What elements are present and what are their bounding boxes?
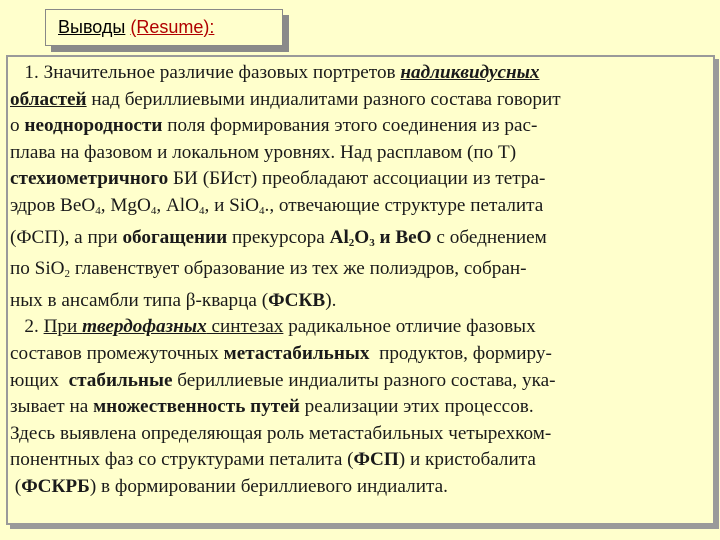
text-segment: 3: [369, 236, 375, 249]
text-segment: ФСКРБ: [21, 475, 90, 497]
text-segment: главенствует образование из тех же полиэдров, собран-: [70, 258, 527, 280]
text-segment: продуктов, формиру-: [369, 342, 552, 364]
text-segment: о: [10, 115, 25, 137]
text-segment: надликвидусных: [400, 62, 540, 83]
text-segment: Al: [329, 226, 349, 248]
text-line: [10, 314, 710, 341]
text-segment: зывает на: [10, 396, 94, 418]
slide-title: [45, 9, 283, 46]
text-segment: ) в формировании бериллиевого индиалита.: [89, 475, 448, 497]
text-segment: О: [245, 194, 260, 216]
text-line: [10, 140, 710, 167]
text-line: [10, 193, 710, 225]
text-line: [10, 225, 710, 257]
text-segment: бериллиевые индиалиты разного состава, ука-: [172, 369, 556, 391]
text-segment: О: [81, 194, 96, 216]
text-segment: и BeO: [374, 226, 432, 248]
title-subtitle: (Resume):: [130, 17, 215, 37]
text-segment: прекурсора: [227, 226, 330, 248]
text-segment: понентных фаз со структурами петалита (: [10, 449, 354, 471]
text-segment: 2: [348, 236, 355, 249]
text-segment: с обеднением: [431, 226, 547, 248]
text-segment: радикальное отличие фазовых: [283, 316, 536, 338]
text-segment: ФСП: [353, 449, 399, 471]
text-segment: О: [136, 194, 151, 216]
text-line: [10, 113, 710, 140]
text-segment: эдров Be: [10, 194, 82, 216]
text-segment: твердофазных: [82, 316, 207, 338]
text-segment: обогащении: [122, 226, 228, 248]
text-segment: реализации этих процессов.: [299, 396, 534, 418]
text-segment: ., отвечающие структуре петалита: [264, 194, 544, 216]
text-segment: О: [185, 194, 199, 216]
text-segment: ФСКВ: [268, 289, 326, 311]
text-line: [10, 288, 710, 315]
text-segment: 4: [95, 204, 101, 217]
text-segment: 1. Значительное различие фазовых портретов: [10, 62, 401, 83]
text-line: [10, 256, 710, 288]
text-segment: ющих: [10, 369, 69, 391]
text-segment: синтезах: [206, 316, 284, 338]
text-segment: (: [10, 475, 22, 497]
text-segment: 4: [198, 204, 205, 217]
title-main: Выводы: [58, 17, 126, 37]
text-segment: (ФСП), а при: [10, 226, 123, 248]
text-segment: неоднородности: [24, 115, 163, 137]
text-line: [10, 341, 710, 368]
text-segment: составов промежуточных: [10, 342, 224, 364]
text-line: [10, 166, 710, 193]
text-line: [10, 368, 710, 395]
text-segment: ных в ансамбли типа β-кварца (: [10, 289, 269, 311]
text-segment: метастабильных: [223, 342, 370, 364]
text-segment: БИ (БИст) преобладают ассоциации из тетра-: [168, 168, 546, 190]
conclusions-text: [10, 60, 710, 501]
text-line: [10, 60, 710, 87]
text-segment: Здесь выявлена определяющая роль метастабильных четырехком-: [10, 422, 552, 444]
text-segment: областей: [10, 88, 87, 110]
text-segment: поля формирования этого соединения из рас-: [162, 115, 538, 137]
text-segment: стабильные: [68, 369, 173, 391]
text-segment: по SiO: [10, 258, 65, 280]
text-line: [10, 421, 710, 448]
text-line: [10, 474, 710, 501]
text-segment: , и Si: [204, 194, 246, 216]
text-segment: ).: [325, 289, 337, 311]
text-segment: 2: [64, 268, 71, 281]
text-segment: стехиометричного: [10, 168, 169, 190]
text-line: [10, 87, 710, 114]
text-segment: плава на фазовом и локальном уровнях. Над расплавом (по Т): [10, 141, 517, 163]
text-segment: , Mg: [100, 194, 137, 216]
text-line: [10, 447, 710, 474]
text-segment: При: [43, 316, 83, 338]
text-segment: 4: [259, 204, 265, 217]
text-segment: над бериллиевыми индиалитами разного состава говорит: [86, 88, 561, 110]
text-segment: , Al: [156, 194, 186, 216]
text-segment: 4: [150, 204, 157, 217]
text-segment: O: [354, 226, 370, 248]
text-segment: 2.: [10, 316, 44, 338]
text-segment: множественность путей: [93, 396, 300, 418]
text-line: [10, 394, 710, 421]
text-segment: ) и кристобалита: [398, 449, 536, 471]
